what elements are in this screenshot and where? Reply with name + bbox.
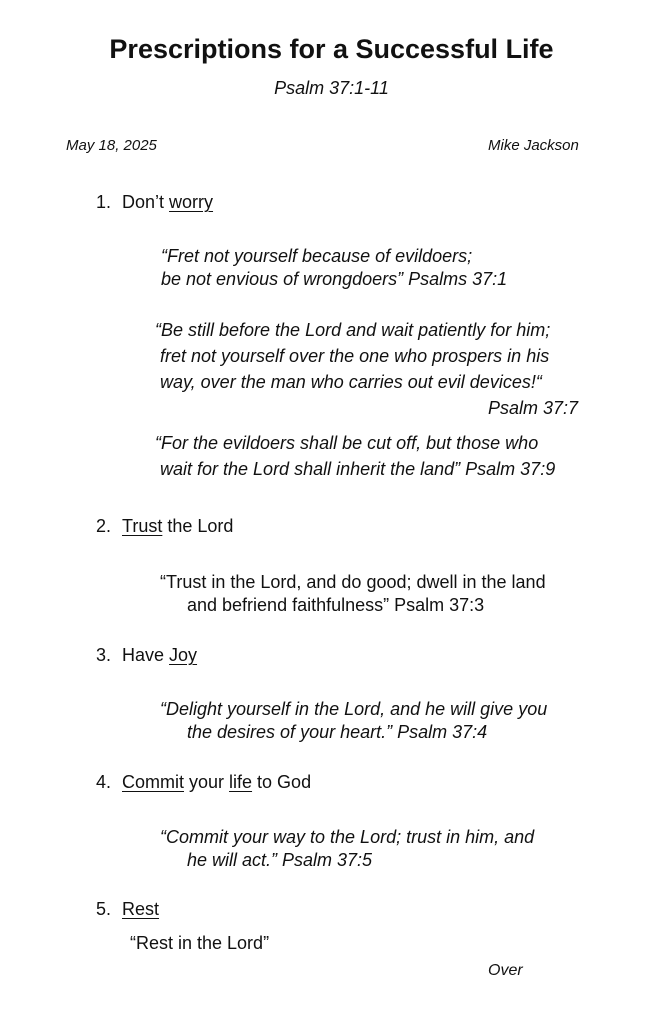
point-keyword: Joy xyxy=(169,645,198,665)
point-4-heading xyxy=(96,772,311,793)
quote-reference: Psalm 37:7 xyxy=(488,398,579,418)
point-keyword: Trust xyxy=(122,516,163,536)
quote-line: fret not yourself over the one who prospers in his xyxy=(160,346,550,366)
point-text: Don’t xyxy=(122,192,170,212)
quote-line: “Commit your way to the Lord; trust in him, and xyxy=(160,827,535,847)
point-keyword: Commit xyxy=(122,772,184,792)
point-1-heading xyxy=(96,192,213,213)
speaker-name: Mike Jackson xyxy=(488,137,579,154)
point-number: 1. xyxy=(96,192,112,212)
quote-line: “Rest in the Lord” xyxy=(130,933,270,953)
point-number: 5. xyxy=(96,899,112,919)
point-text: the Lord xyxy=(162,516,234,536)
point-3-heading xyxy=(96,645,197,666)
quote-line: he will act.” Psalm 37:5 xyxy=(187,850,373,870)
point-text: to God xyxy=(252,772,312,792)
quote-line: “Trust in the Lord, and do good; dwell in the land xyxy=(160,572,546,592)
sermon-date: May 18, 2025 xyxy=(66,137,157,154)
point-number: 4. xyxy=(96,772,112,792)
quote-line: “Delight yourself in the Lord, and he will give you xyxy=(160,699,548,719)
point-text: Have xyxy=(122,645,170,665)
point-keyword: worry xyxy=(169,192,214,212)
quote-line: and befriend faithfulness” Psalm 37:3 xyxy=(187,595,485,615)
scripture-reference: Psalm 37:1-11 xyxy=(274,78,389,98)
over-note: Over xyxy=(488,962,523,979)
quote-line: “For the evildoers shall be cut off, but those who xyxy=(155,433,539,453)
point-number: 3. xyxy=(96,645,112,665)
quote-line: “Fret not yourself because of evildoers; xyxy=(161,246,473,266)
point-5-heading xyxy=(96,899,159,920)
quote-line: the desires of your heart.” Psalm 37:4 xyxy=(187,722,488,742)
point-2-heading xyxy=(96,516,233,537)
point-keyword: Rest xyxy=(122,899,160,919)
point-keyword: life xyxy=(229,772,253,792)
quote-line: be not envious of wrongdoers” Psalms 37:1 xyxy=(161,269,508,289)
point-number: 2. xyxy=(96,516,112,536)
point-text: your xyxy=(184,772,230,792)
page-title: Prescriptions for a Successful Life xyxy=(109,34,554,64)
quote-line: wait for the Lord shall inherit the land” Psalm 37:9 xyxy=(160,459,556,479)
quote-line: way, over the man who carries out evil devices!“ xyxy=(160,372,542,392)
quote-line: “Be still before the Lord and wait patiently for him; xyxy=(155,320,551,340)
